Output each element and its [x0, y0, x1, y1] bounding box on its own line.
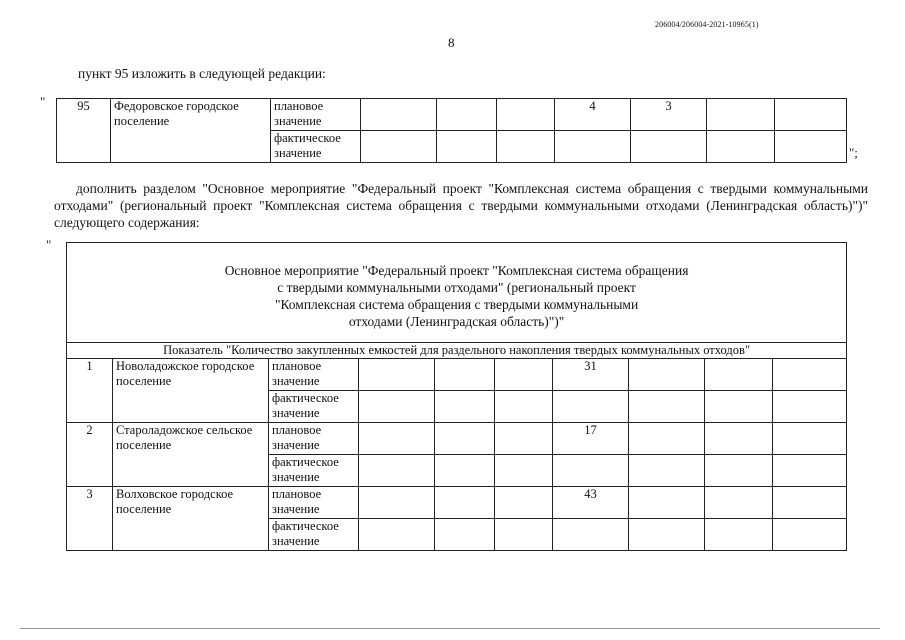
value-cell [495, 519, 553, 551]
value-cell [773, 391, 847, 423]
indicator-row [67, 343, 847, 359]
value-cell [359, 519, 435, 551]
section-title [67, 243, 847, 343]
value-cell [359, 487, 435, 519]
value-cell [705, 519, 773, 551]
table-row [57, 99, 847, 131]
value-cell [437, 99, 497, 131]
value-cell [497, 99, 555, 131]
value-cell: 4 [555, 99, 631, 131]
settlement-name: Федоровское городское поселение [111, 99, 271, 163]
closing-quote-1: "; [849, 145, 858, 160]
value-cell [435, 391, 495, 423]
value-cell [773, 455, 847, 487]
value-cell [359, 391, 435, 423]
value-cell [773, 519, 847, 551]
row-label: плановое значение [269, 423, 359, 455]
value-cell [707, 131, 775, 163]
value-cell [629, 391, 705, 423]
value-cell [361, 131, 437, 163]
value-cell [495, 487, 553, 519]
value-cell [435, 487, 495, 519]
table-row [67, 423, 847, 455]
value-cell [359, 455, 435, 487]
value-cell [707, 99, 775, 131]
value-cell [629, 359, 705, 391]
page-number: 8 [448, 35, 455, 50]
row-label: фактическое значение [269, 455, 359, 487]
value-cell [495, 455, 553, 487]
value-cell [435, 455, 495, 487]
value-cell [775, 99, 847, 131]
section-title-line: "Комплексная система обращения с твердыми коммунальными [274, 296, 639, 312]
row-label: фактическое значение [269, 519, 359, 551]
row-number: 2 [67, 423, 113, 487]
table-row [67, 359, 847, 391]
section-title-line: отходами (Ленинградская область)")" [348, 313, 565, 329]
value-cell [705, 391, 773, 423]
value-cell [629, 519, 705, 551]
value-cell [359, 423, 435, 455]
section-header-row [67, 243, 847, 343]
value-cell [497, 131, 555, 163]
settlement-name: Староладожское сельское поселение [113, 423, 269, 487]
value-cell [361, 99, 437, 131]
value-cell [773, 487, 847, 519]
settlement-name: Новоладожское городское поселение [113, 359, 269, 423]
value-cell [705, 423, 773, 455]
table-waste-section [66, 242, 847, 551]
table-point-95 [56, 98, 847, 163]
row-label: фактическое значение [271, 131, 361, 163]
settlement-name: Волховское городское поселение [113, 487, 269, 551]
row-label: плановое значение [269, 487, 359, 519]
value-cell [437, 131, 497, 163]
value-cell [553, 455, 629, 487]
table-row [67, 487, 847, 519]
section-title-line: Основное мероприятие "Федеральный проект "Комплексная система обращения [224, 262, 689, 278]
section-paragraph-text: дополнить разделом "Основное мероприятие "Федеральный проект "Комплексная система обращения с твердыми коммунальными отходами" (региональный проект "Комплексная система обращения с твердыми коммунальными отходами (Ленинградская область)")" следующего содержания: [54, 181, 868, 230]
opening-quote-2: " [46, 237, 52, 252]
value-cell [553, 391, 629, 423]
value-cell [555, 131, 631, 163]
value-cell [705, 359, 773, 391]
value-cell [495, 423, 553, 455]
value-cell [435, 423, 495, 455]
value-cell [553, 519, 629, 551]
section-title-line: с твердыми коммунальными отходами" (региональный проект [277, 279, 636, 295]
value-cell [359, 359, 435, 391]
value-cell [629, 455, 705, 487]
value-cell [495, 391, 553, 423]
value-cell: 17 [553, 423, 629, 455]
row-label: плановое значение [271, 99, 361, 131]
value-cell: 31 [553, 359, 629, 391]
indicator-label: Показатель "Количество закупленных емкостей для раздельного накопления твердых коммунальных отходов" [67, 343, 847, 359]
value-cell: 3 [631, 99, 707, 131]
row-label: фактическое значение [269, 391, 359, 423]
document-id: 206004/206004-2021-10965(1) [655, 20, 759, 29]
value-cell [705, 455, 773, 487]
value-cell [773, 423, 847, 455]
section-paragraph [54, 180, 868, 231]
row-number: 95 [57, 99, 111, 163]
value-cell [629, 423, 705, 455]
row-label: плановое значение [269, 359, 359, 391]
value-cell [629, 487, 705, 519]
value-cell [435, 359, 495, 391]
page-footer-rule [20, 628, 880, 629]
value-cell [773, 359, 847, 391]
value-cell: 43 [553, 487, 629, 519]
value-cell [435, 519, 495, 551]
value-cell [705, 487, 773, 519]
value-cell [495, 359, 553, 391]
row-number: 1 [67, 359, 113, 423]
row-number: 3 [67, 487, 113, 551]
value-cell [775, 131, 847, 163]
value-cell [631, 131, 707, 163]
opening-quote-1: " [40, 94, 46, 109]
intro-paragraph: пункт 95 изложить в следующей редакции: [78, 66, 326, 81]
